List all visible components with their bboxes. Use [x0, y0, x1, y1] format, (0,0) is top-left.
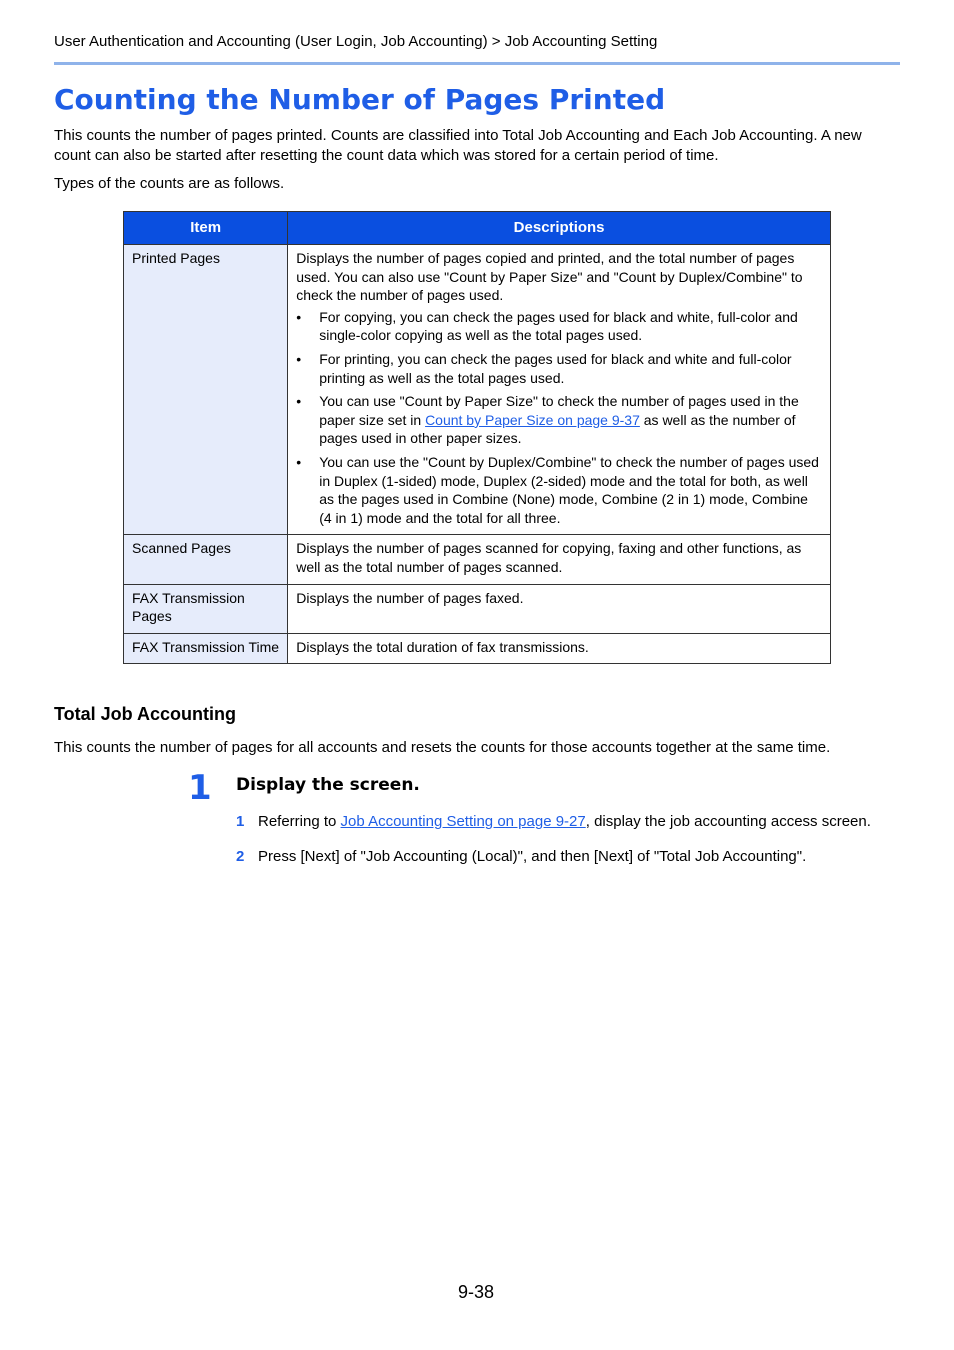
- section-heading: Total Job Accounting: [54, 704, 236, 724]
- bullet-item: [296, 453, 823, 527]
- page-title: Counting the Number of Pages Printed: [54, 83, 666, 116]
- bullet-icon: •: [296, 350, 302, 367]
- table-row: [124, 245, 831, 535]
- substep-number: 1: [236, 813, 245, 830]
- substep-text: Press [Next] of "Job Accounting (Local)", and then [Next] of "Total Job Accounting".: [258, 848, 807, 865]
- job-accounting-setting-link[interactable]: Job Accounting Setting on page 9-27: [340, 813, 586, 830]
- step-number: 1: [188, 768, 212, 808]
- bullet-text: For copying, you can check the pages used for black and white, full-color and single-color copying as well as the total pages used.: [319, 308, 798, 344]
- bullet-icon: •: [296, 308, 302, 325]
- description-cell: Displays the number of pages scanned for copying, faxing and other functions, as well as the total number of pages scanned.: [288, 535, 831, 584]
- item-cell: FAX Transmission Pages: [124, 584, 288, 633]
- item-cell: Scanned Pages: [124, 535, 288, 584]
- bullet-item: [296, 392, 823, 448]
- substep-number: 2: [236, 848, 245, 865]
- bullet-item: [296, 350, 823, 387]
- table-row: [124, 633, 831, 664]
- bullet-icon: •: [296, 393, 302, 410]
- bullet-icon: •: [296, 453, 302, 470]
- bullet-text-before-link: You can use "Count by Paper Size" to check the number of pages used in the paper size set in: [319, 393, 799, 428]
- intro-paragraph: This counts the number of pages printed. Counts are classified into Total Job Accounting and Each Job Accounting. A new count can also be started after resetting the count data which was stored for a certain period of time.: [54, 127, 862, 164]
- table-row: [124, 535, 831, 584]
- substep-text-after-link: , display the job accounting access screen.: [585, 813, 871, 830]
- section-description: This counts the number of pages for all accounts and resets the counts for those accounts together at the same time.: [54, 739, 831, 756]
- types-text: Types of the counts are as follows.: [54, 175, 285, 192]
- bullet-text-after-link: as well as the number of pages used in other paper sizes.: [319, 411, 796, 447]
- substep: [236, 812, 871, 832]
- column-header-descriptions: Descriptions: [288, 212, 831, 245]
- column-header-item: Item: [124, 212, 288, 245]
- page-number: 9-38: [458, 1282, 495, 1302]
- bullet-item: [296, 308, 823, 345]
- item-cell: FAX Transmission Time: [124, 633, 288, 664]
- bullet-text: You can use the "Count by Duplex/Combine" to check the number of pages used in Duplex (1-sided) mode, Duplex (2-sided) mode and the total for both, as well as the pages used in Combine (None) mode, Combine (2 in 1) mode, Combine (4 in 1) mode and the total for all three.: [319, 453, 819, 526]
- bullet-text: For printing, you can check the pages used for black and white and full-color printing as well as the total pages used.: [319, 350, 792, 386]
- count-by-paper-size-link[interactable]: Count by Paper Size on page 9-37: [425, 411, 640, 428]
- bullet-list: [296, 308, 823, 528]
- item-cell: Printed Pages: [124, 245, 288, 535]
- substep: [236, 847, 806, 867]
- description-cell: Displays the total duration of fax transmissions.: [288, 633, 831, 664]
- header-rule: [54, 62, 900, 65]
- counts-table: [123, 211, 831, 664]
- description-cell: Displays the number of pages faxed.: [288, 584, 831, 633]
- substep-text-before-link: Referring to: [258, 813, 341, 830]
- breadcrumb: User Authentication and Accounting (User Login, Job Accounting) > Job Accounting Setting: [54, 33, 658, 50]
- description-cell: [288, 245, 831, 535]
- description-text: Displays the number of pages copied and printed, and the total number of pages used. You can also use "Count by Paper Size" and "Count by Duplex/Combine" to check the number of pages used.: [296, 250, 803, 304]
- table-header-row: [124, 212, 831, 245]
- table-row: [124, 584, 831, 633]
- step-title: Display the screen.: [236, 775, 420, 795]
